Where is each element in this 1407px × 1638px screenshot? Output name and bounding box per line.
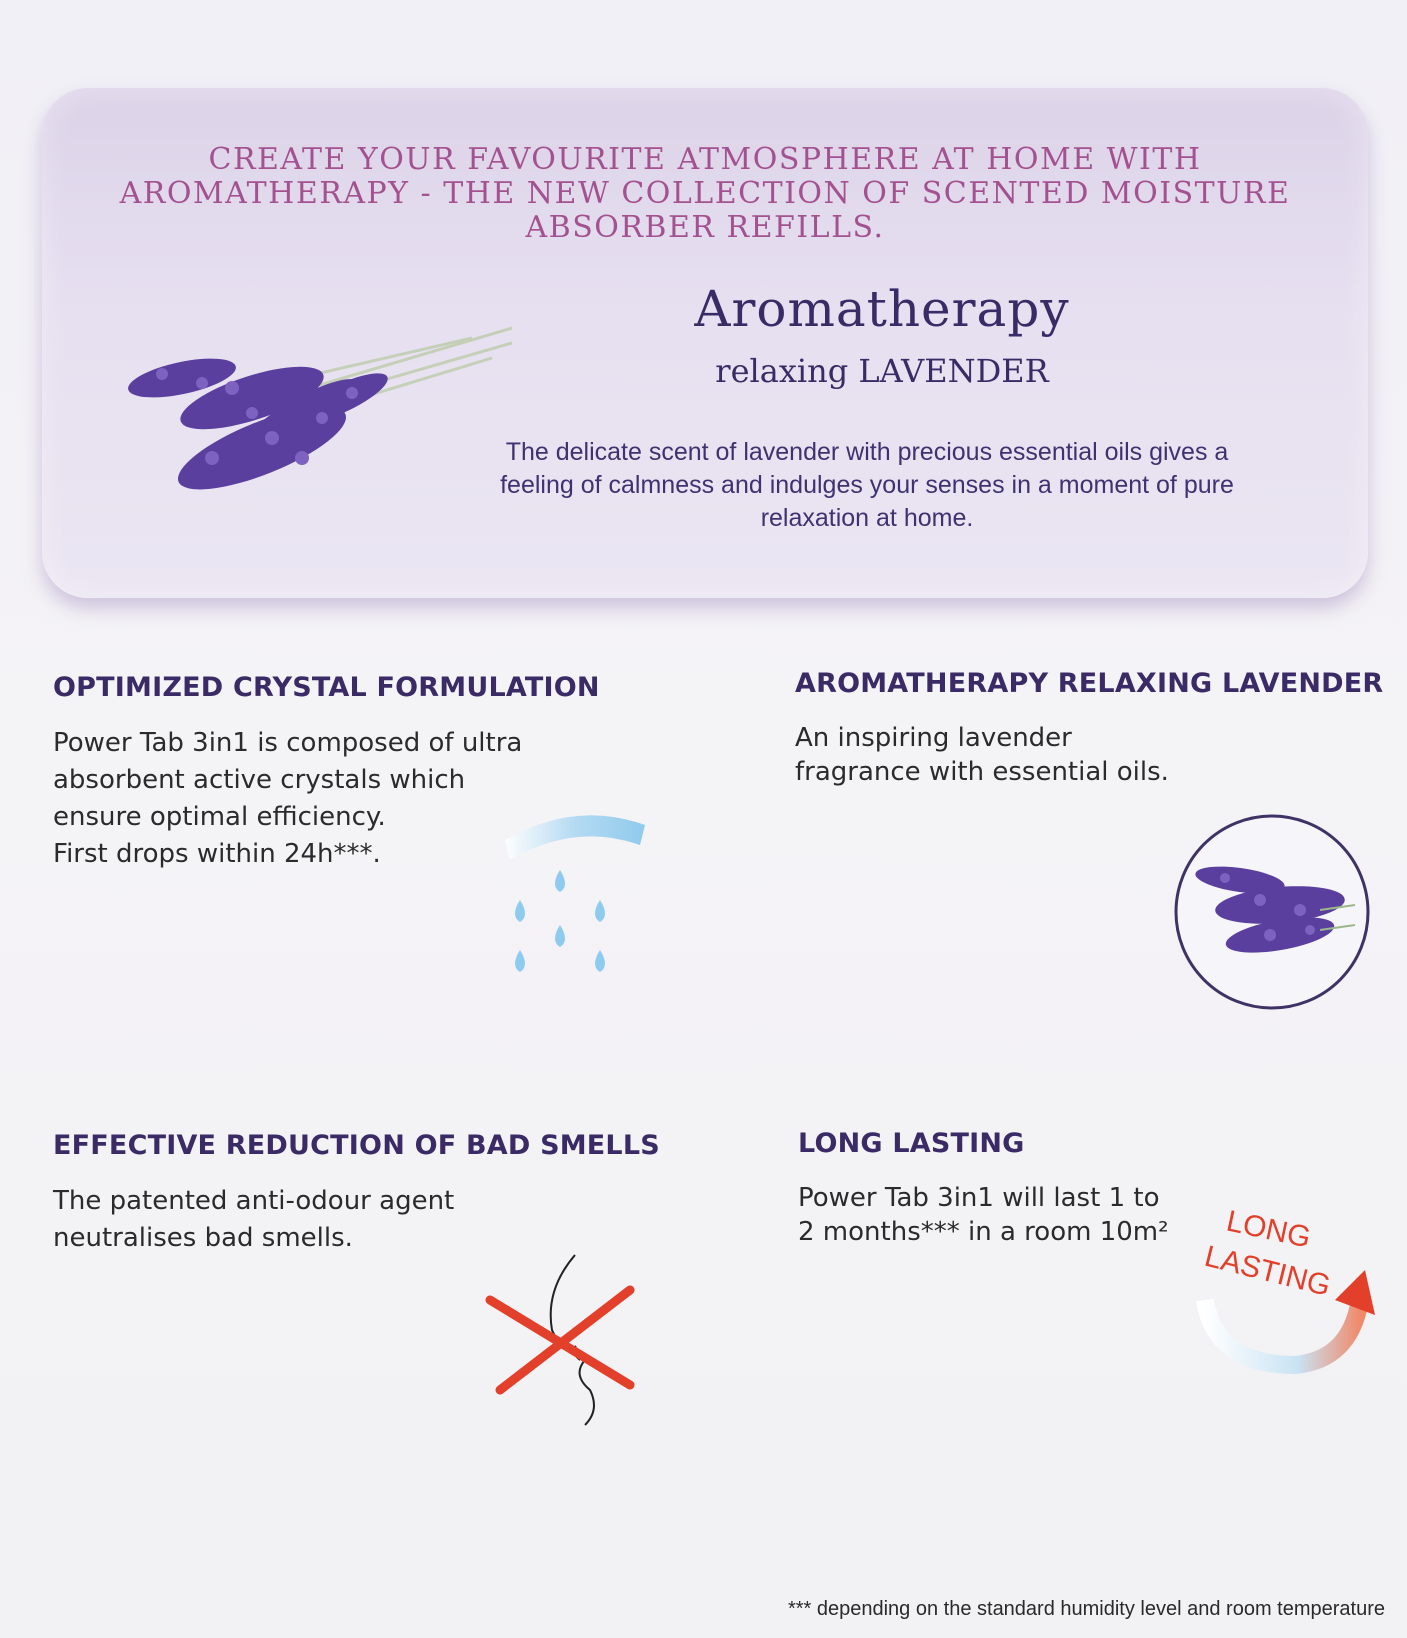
banner-title: Aromatherapy <box>694 280 1070 338</box>
feature-bad-smells <box>53 1130 713 1257</box>
no-smell-icon <box>480 1250 640 1430</box>
headline-line: CREATE YOUR FAVOURITE ATMOSPHERE AT HOME WITH <box>208 142 1202 177</box>
feature-text <box>798 1181 1218 1249</box>
feature-text <box>795 721 1395 789</box>
feature-text-line: An inspiring lavender <box>795 723 1072 753</box>
aromatherapy-banner <box>42 88 1368 598</box>
feature-aromatherapy-lavender <box>795 668 1395 789</box>
footnote: *** depending on the standard humidity level and room temperature <box>787 1598 1385 1620</box>
feature-text-line: First drops within 24h***. <box>53 839 381 869</box>
feature-heading: AROMATHERAPY RELAXING LAVENDER <box>795 668 1384 699</box>
lavender-circle-icon <box>1170 810 1375 1015</box>
water-drops-icon <box>500 800 650 1010</box>
feature-text <box>53 1183 713 1257</box>
feature-text-line: Power Tab 3in1 will last 1 to <box>798 1183 1160 1213</box>
feature-text-line: ensure optimal efficiency. <box>53 802 386 832</box>
headline-line: ABSORBER REFILLS. <box>525 210 885 245</box>
feature-text-line: fragrance with essential oils. <box>795 757 1169 787</box>
feature-heading: EFFECTIVE REDUCTION OF BAD SMELLS <box>53 1130 660 1161</box>
long-lasting-text: LONG <box>1223 1204 1314 1255</box>
banner-description: The delicate scent of lavender with precious essential oils gives a feeling of calmness and indulges your senses in a moment of pure relaxation at home. <box>500 438 1234 532</box>
headline-line: AROMATHERAPY - THE NEW COLLECTION OF SCENTED MOISTURE <box>119 176 1291 211</box>
feature-text-line: neutralises bad smells. <box>53 1223 353 1253</box>
feature-heading: OPTIMIZED CRYSTAL FORMULATION <box>53 672 600 703</box>
feature-text-line: The patented anti-odour agent <box>53 1186 455 1216</box>
long-lasting-text: LASTING <box>1201 1239 1334 1303</box>
feature-heading: LONG LASTING <box>798 1128 1025 1159</box>
feature-text-line: Power Tab 3in1 is composed of ultra <box>53 728 523 758</box>
banner-subtitle: relaxing LAVENDER <box>715 352 1049 390</box>
feature-text-line: absorbent active crystals which <box>53 765 466 795</box>
lavender-bouquet-icon <box>92 288 512 528</box>
banner-headline <box>102 143 1308 245</box>
feature-long-lasting <box>798 1128 1218 1249</box>
long-lasting-icon <box>1185 1190 1380 1380</box>
feature-text-line: 2 months*** in a room 10m² <box>798 1217 1169 1247</box>
